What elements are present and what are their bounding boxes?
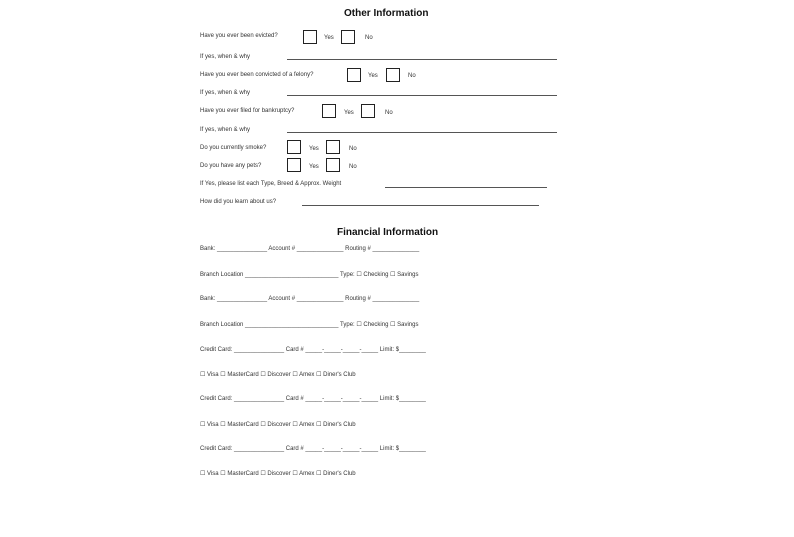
- pets-no-checkbox[interactable]: [326, 158, 340, 172]
- learn-line[interactable]: [302, 205, 539, 206]
- bankruptcy-if-yes-label: If yes, when & why: [200, 127, 251, 133]
- smoke-yes-label: Yes: [309, 146, 319, 152]
- credit-card-line-3[interactable]: Credit Card: _______________ Card # _____-_____-_____-_____ Limit: $________: [200, 446, 426, 452]
- evicted-no-label: No: [365, 35, 373, 41]
- felony-no-label: No: [408, 73, 416, 79]
- pets-no-label: No: [349, 164, 357, 170]
- smoke-question: Do you currently smoke?: [200, 145, 267, 151]
- felony-yes-label: Yes: [368, 73, 378, 79]
- felony-no-checkbox[interactable]: [386, 68, 400, 82]
- bankruptcy-yes-label: Yes: [344, 110, 354, 116]
- pets-list-question: If Yes, please list each Type, Breed & Approx. Weight: [200, 181, 342, 187]
- other-information-title: Other Information: [344, 8, 429, 19]
- card-types-line-2[interactable]: ☐ Visa ☐ MasterCard ☐ Discover ☐ Amex ☐ Diner's Club: [200, 422, 356, 428]
- bankruptcy-no-checkbox[interactable]: [361, 104, 375, 118]
- pets-question: Do you have any pets?: [200, 163, 262, 169]
- felony-explanation-line[interactable]: [287, 95, 557, 96]
- bankruptcy-yes-checkbox[interactable]: [322, 104, 336, 118]
- pets-yes-label: Yes: [309, 164, 319, 170]
- felony-yes-checkbox[interactable]: [347, 68, 361, 82]
- learn-question: How did you learn about us?: [200, 199, 277, 205]
- evicted-if-yes-label: If yes, when & why: [200, 54, 251, 60]
- evicted-yes-checkbox[interactable]: [303, 30, 317, 44]
- smoke-no-label: No: [349, 146, 357, 152]
- felony-if-yes-label: If yes, when & why: [200, 90, 251, 96]
- evicted-yes-label: Yes: [324, 35, 334, 41]
- evicted-explanation-line[interactable]: [287, 59, 557, 60]
- pets-list-line[interactable]: [385, 187, 547, 188]
- smoke-no-checkbox[interactable]: [326, 140, 340, 154]
- credit-card-line-2[interactable]: Credit Card: _______________ Card # _____-_____-_____-_____ Limit: $________: [200, 396, 426, 402]
- bankruptcy-no-label: No: [385, 110, 393, 116]
- felony-question: Have you ever been convicted of a felony?: [200, 72, 314, 78]
- bank-line-1[interactable]: Bank: _______________ Account # ______________ Routing # ______________: [200, 246, 420, 252]
- bank-line-2[interactable]: Bank: _______________ Account # ______________ Routing # ______________: [200, 296, 420, 302]
- evicted-no-checkbox[interactable]: [341, 30, 355, 44]
- smoke-yes-checkbox[interactable]: [287, 140, 301, 154]
- branch-line-2[interactable]: Branch Location ____________________________ Type: ☐ Checking ☐ Savings: [200, 322, 419, 328]
- bankruptcy-question: Have you ever filed for bankruptcy?: [200, 108, 295, 114]
- pets-yes-checkbox[interactable]: [287, 158, 301, 172]
- bankruptcy-explanation-line[interactable]: [287, 132, 557, 133]
- evicted-question: Have you ever been evicted?: [200, 33, 278, 39]
- card-types-line-3[interactable]: ☐ Visa ☐ MasterCard ☐ Discover ☐ Amex ☐ Diner's Club: [200, 471, 356, 477]
- financial-information-title: Financial Information: [337, 227, 439, 238]
- branch-line-1[interactable]: Branch Location ____________________________ Type: ☐ Checking ☐ Savings: [200, 272, 419, 278]
- credit-card-line-1[interactable]: Credit Card: _______________ Card # _____-_____-_____-_____ Limit: $________: [200, 347, 426, 353]
- card-types-line-1[interactable]: ☐ Visa ☐ MasterCard ☐ Discover ☐ Amex ☐ Diner's Club: [200, 372, 356, 378]
